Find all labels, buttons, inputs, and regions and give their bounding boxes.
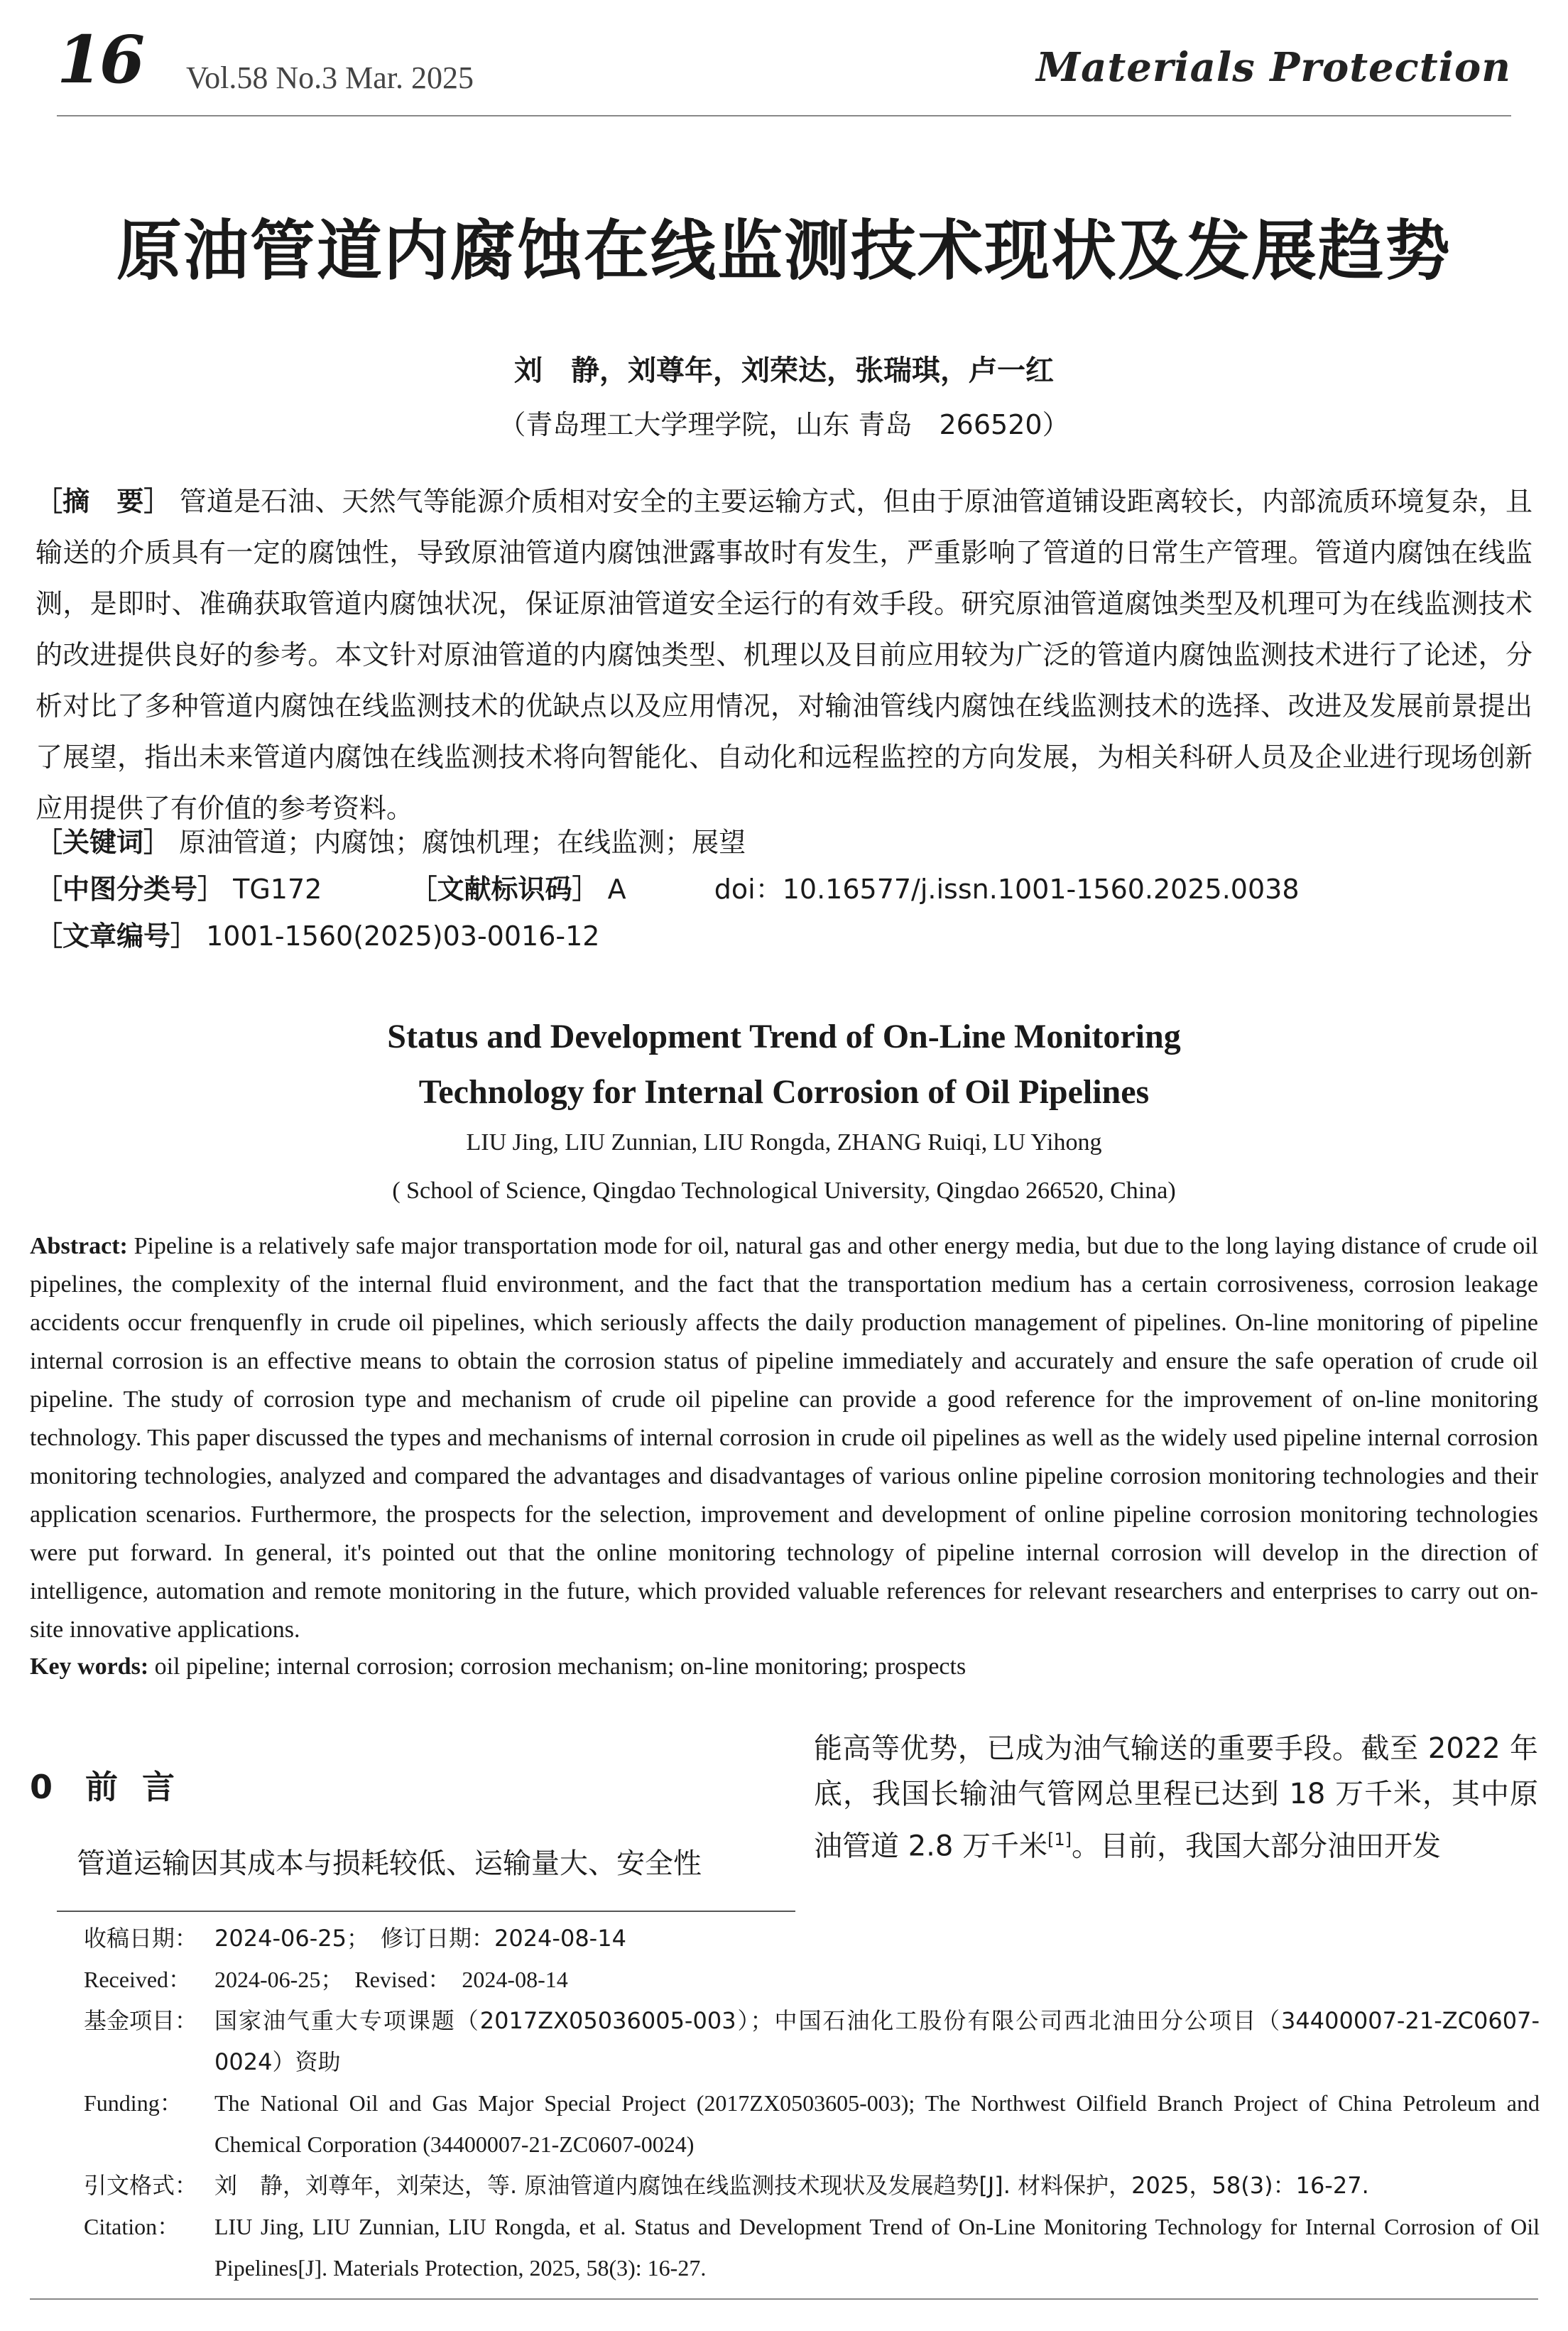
cn-authors: 刘 静，刘尊年，刘荣达，张瑞琪，卢一红 xyxy=(514,354,1054,387)
citation-cn xyxy=(84,2165,1540,2206)
citation-ref: [1] xyxy=(1047,1830,1072,1849)
cn-classification xyxy=(36,868,1532,911)
received-en-label: Received： xyxy=(84,1967,192,1992)
cn-keywords xyxy=(36,821,1532,864)
en-abstract-label: Abstract: xyxy=(30,1233,128,1259)
funding-en xyxy=(84,2082,1540,2165)
page-number: 16 xyxy=(57,21,143,98)
footnote-rule xyxy=(57,1911,795,1912)
body-right-text-a: 能高等优势，已成为油气输送的重要手段。截至 2022 年底，我国长输油气管网总里程已达到 18 万千米，其中原油管道 2.8 万千米 xyxy=(814,1732,1538,1863)
en-keywords-text: oil pipeline; internal corrosion; corrosion mechanism; on-line monitoring; prospects xyxy=(154,1653,967,1680)
citation-en xyxy=(84,2206,1540,2288)
cn-keywords-label: ［关键词］ xyxy=(36,827,171,858)
citation-en-label: Citation： xyxy=(84,2214,180,2239)
cn-keywords-text: 原油管道；内腐蚀；腐蚀机理；在线监测；展望 xyxy=(179,827,746,858)
en-authors: LIU Jing, LIU Zunnian, LIU Rongda, ZHANG Ruiqi, LU Yihong xyxy=(466,1129,1102,1156)
header-rule xyxy=(57,115,1511,116)
received-cn-label: 收稿日期： xyxy=(84,1925,198,1952)
received-cn xyxy=(84,1918,1540,1959)
en-title-line-2: Technology for Internal Corrosion of Oil Pipelines xyxy=(418,1073,1150,1111)
doc-code-value: A xyxy=(607,874,626,905)
received-cn-value: 2024-06-25； 修订日期：2024-08-14 xyxy=(214,1925,626,1952)
funding-en-value: The National Oil and Gas Major Special Project (2017ZX0503605-003); The Northwest Oilfield Branch Project of China Petroleum and Chemical Corporation (34400007-21-ZC0607-0024) xyxy=(214,2090,1540,2157)
citation-cn-label: 引文格式： xyxy=(84,2172,198,2199)
volume-info: Vol.58 No.3 Mar. 2025 xyxy=(186,60,474,95)
clc-value: TG172 xyxy=(233,874,322,905)
article-no-label: ［文章编号］ xyxy=(36,920,198,952)
section-number: 0 xyxy=(30,1768,53,1806)
received-en xyxy=(84,1959,1540,2000)
page-bottom-rule xyxy=(30,2298,1538,2300)
cn-affiliation: （青岛理工大学理学院，山东 青岛 266520） xyxy=(499,409,1069,440)
doc-code-label: ［文献标识码］ xyxy=(410,874,599,905)
received-en-value: 2024-06-25； Revised： 2024-08-14 xyxy=(214,1967,568,1992)
body-right-column xyxy=(814,1726,1538,1869)
en-abstract xyxy=(30,1227,1538,1649)
funding-cn-value: 国家油气重大专项课题（2017ZX05036005-003）；中国石油化工股份有限公司西北油田分公项目（34400007-21-ZC0607-0024）资助 xyxy=(214,2007,1540,2075)
funding-cn xyxy=(84,2000,1540,2082)
article-no-value: 1001-1560(2025)03-0016-12 xyxy=(206,920,600,952)
doi-text: doi：10.16577/j.issn.1001-1560.2025.0038 xyxy=(714,874,1300,905)
body-left-column: 管道运输因其成本与损耗较低、运输量大、安全性 xyxy=(77,1847,702,1880)
journal-name: Materials Protection xyxy=(1036,44,1511,91)
funding-en-label: Funding： xyxy=(84,2090,183,2116)
cn-article-number xyxy=(36,915,1532,957)
cn-abstract-label: ［摘 要］ xyxy=(36,486,171,517)
citation-cn-value: 刘 静，刘尊年，刘荣达，等. 原油管道内腐蚀在线监测技术现状及发展趋势[J]. 材料保护，2025，58(3)：16-27. xyxy=(214,2172,1369,2199)
body-right-text-b: 。目前，我国大部分油田开发 xyxy=(1072,1830,1442,1863)
clc-label: ［中图分类号］ xyxy=(36,874,225,905)
en-affiliation: ( School of Science, Qingdao Technological University, Qingdao 266520, China) xyxy=(392,1178,1176,1204)
section-heading xyxy=(30,1761,199,1808)
en-keywords-label: Key words: xyxy=(30,1653,149,1680)
cn-title: 原油管道内腐蚀在线监测技术现状及发展趋势 xyxy=(116,213,1452,289)
en-title-line-1: Status and Development Trend of On-Line Monitoring xyxy=(387,1018,1181,1055)
cn-abstract-text: 管道是石油、天然气等能源介质相对安全的主要运输方式，但由于原油管道铺设距离较长，内部流质环境复杂，且输送的介质具有一定的腐蚀性，导致原油管道内腐蚀泄露事故时有发生，严重影响了管道的日常生产管理。管道内腐蚀在线监测，是即时、准确获取管道内腐蚀状况，保证原油管道安全运行的有效手段。研究原油管道腐蚀类型及机理可为在线监测技术的改进提供良好的参考。本文针对原油管道的内腐蚀类型、机理以及目前应用较为广泛的管道内腐蚀监测技术进行了论述，分析对比了多种管道内腐蚀在线监测技术的优缺点以及应用情况，对输油管线内腐蚀在线监测技术的选择、改进及发展前景提出了展望，指出未来管道内腐蚀在线监测技术将向智能化、自动化和远程监控的方向发展，为相关科研人员及企业进行现场创新应用提供了有价值的参考资料。 xyxy=(36,486,1532,824)
citation-en-value: LIU Jing, LIU Zunnian, LIU Rongda, et al. Status and Development Trend of On-Line Monitoring Technology for Internal Corrosion of Oil Pipelines[J]. Materials Protection, 2025, 58(3): 16-27. xyxy=(214,2214,1540,2281)
funding-cn-label: 基金项目： xyxy=(84,2007,198,2034)
section-title: 前言 xyxy=(85,1768,199,1806)
en-abstract-text: Pipeline is a relatively safe major transportation mode for oil, natural gas and other energy media, but due to the long laying distance of crude oil pipelines, the complexity of the internal fluid environment, and the fact that the transportation medium has a certain corrosiveness, corrosion leakage accidents occur frenquenfly in crude oil pipelines, which seriously affects the daily production management of pipelines. On-line monitoring of pipeline internal corrosion is an effective means to obtain the corrosion status of pipeline immediately and accurately and ensure the safe operation of crude oil pipeline. The study of corrosion type and mechanism of crude oil pipeline can provide a good reference for the improvement of on-line monitoring technology. This paper discussed the types and mechanisms of internal corrosion in crude oil pipelines as well as the widely used pipeline internal corrosion monitoring technologies, analyzed and compared the advantages and disadvantages of various online pipeline corrosion monitoring technologies and their application scenarios. Furthermore, the prospects for the selection, improvement and development of online pipeline corrosion monitoring technologies were put forward. In general, it's pointed out that the online monitoring technology of pipeline internal corrosion will develop in the direction of intelligence, automation and remote monitoring in the future, which provided valuable references for relevant researchers and enterprises to carry out on-site innovative applications. xyxy=(30,1233,1539,1643)
en-keywords xyxy=(30,1648,1538,1686)
cn-abstract xyxy=(36,476,1532,834)
